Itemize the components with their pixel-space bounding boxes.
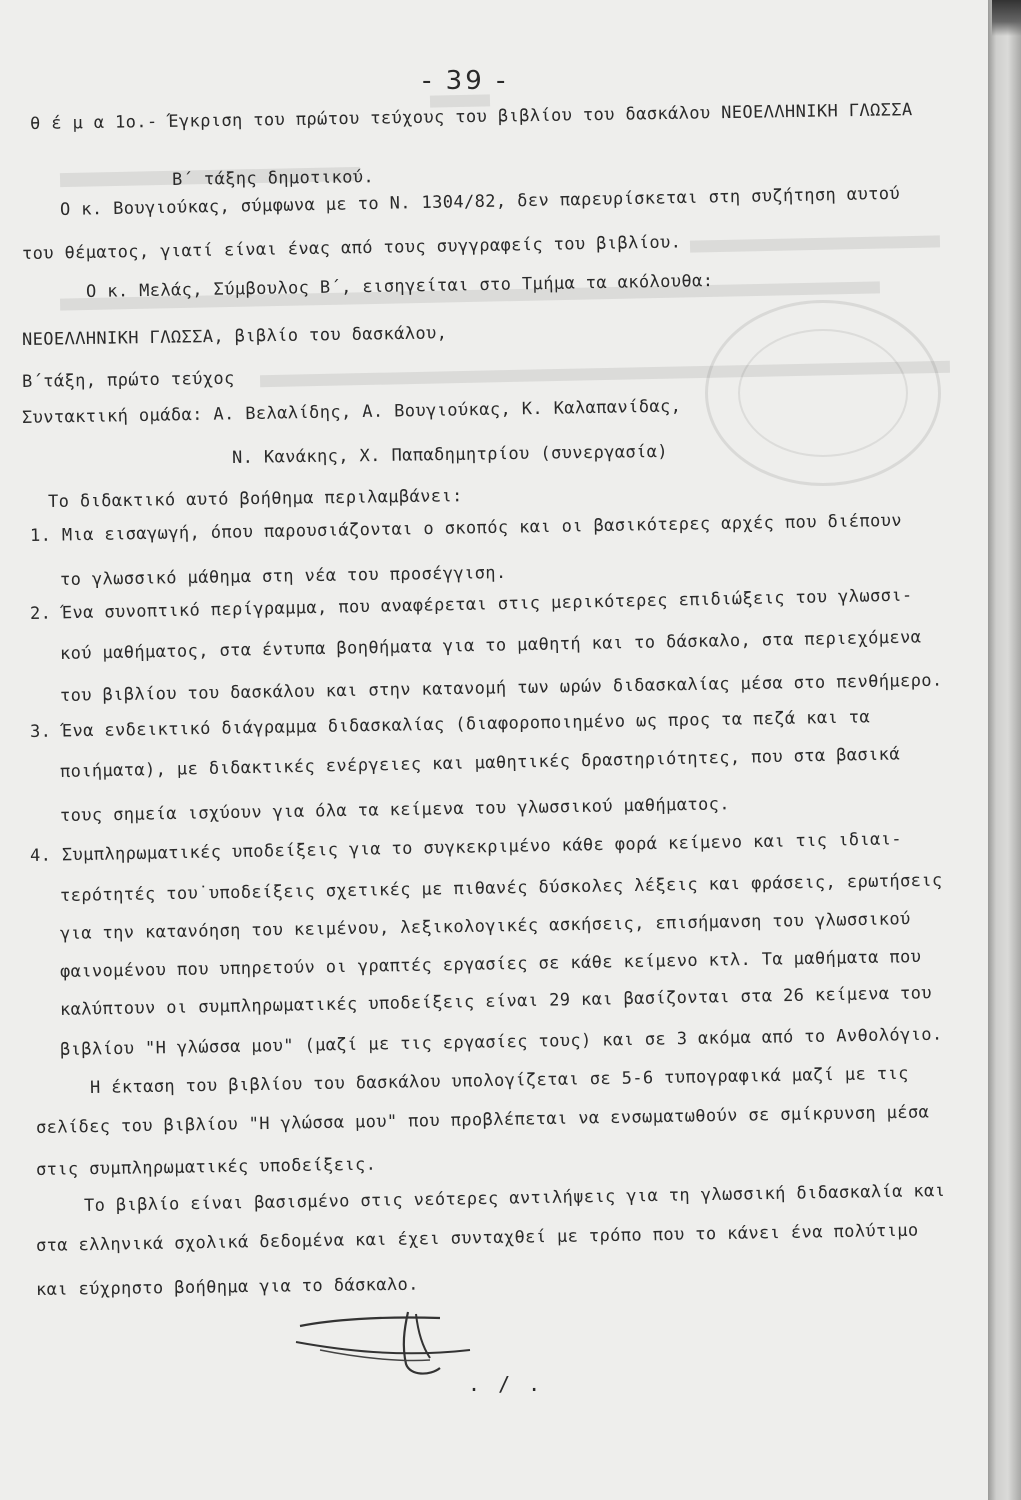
text-line: κού μαθήματος, στα έντυπα βοηθήματα για το μαθητή και το δάσκαλο, στα περιεχόμενα <box>59 627 922 664</box>
text-line: Η έκταση του βιβλίου του δασκάλου υπολογίζεται σε 5-6 τυπογραφικά μαζί με τις <box>89 1063 909 1098</box>
show-through-text <box>430 94 490 107</box>
text-line: καλύπτουν οι συμπληρωματικές υποδείξεις είναι 29 και βασίζονται στα 26 κείμενα του <box>59 983 933 1020</box>
signature <box>290 1306 480 1386</box>
text-line: το γλωσσικό μάθημα στη νέα του προσέγγιση. <box>59 562 507 590</box>
text-line: τερότητές του˙υποδείξεις σχετικές με πιθανές δύσκολες λέξεις και φράσεις, ερωτήσεις <box>59 870 943 906</box>
text-line: στα ελληνικά σχολικά δεδομένα και έχει συνταχθεί με τρόπο που το κάνει ένα πολύτιμο <box>35 1220 919 1256</box>
text-line: Ν. Κανάκης, Χ. Παπαδημητρίου (συνεργασία) <box>231 441 669 468</box>
text-line: Ο κ. Μελάς, Σύμβουλος Β΄, εισηγείται στο Τμήμα τα ακόλουθα: <box>85 271 714 302</box>
text-line: τους σημεία ισχύουν για όλα τα κείμενα του γλωσσικού μαθήματος. <box>59 794 731 826</box>
text-line: φαινομένου που υπηρετούν οι γραπτές εργασίες σε κάθε κείμενο κτλ. Τα μαθήματα που <box>59 946 922 982</box>
list-item-4: 4. Συμπληρωματικές υποδείξεις για το συγκεκριμένο κάθε φορά κείμενο και τις ιδιαι- <box>29 829 903 866</box>
list-item-1: 1. Μια εισαγωγή, όπου παρουσιάζονται ο σκοπός και οι βασικότερες αρχές που διέπουν <box>29 510 903 546</box>
binding-edge <box>988 0 1021 1500</box>
text-line: στις συμπληρωματικές υποδείξεις. <box>35 1154 377 1180</box>
subject-line: θ έ μ α 1ο.- Έγκριση του πρώτου τεύχους του βιβλίου του δασκάλου ΝΕΟΕΛΛΗΝΙΚΗ ΓΛΩΣΣΑ <box>29 100 913 134</box>
text-line: σελίδες του βιβλίου "Η γλώσσα μου" που προβλέπεται να ενσωματωθούν σε σμίκρυνση μέσα <box>35 1102 930 1138</box>
text-line: Β΄τάξη, πρώτο τεύχος <box>21 368 235 392</box>
text-line: ποιήματα), με διδακτικές ενέργειες και μαθητικές δραστηριότητες, που στα βασικά <box>59 744 901 782</box>
list-item-3: 3. Ένα ενδεικτικό διάγραμμα διδασκαλίας (διαφοροποιημένο ως προς τα πεζά και τα <box>29 707 871 742</box>
faint-stamp <box>705 300 941 486</box>
continuation-mark: . / . <box>468 1372 544 1396</box>
list-item-2: 2. Ένα συνοπτικό περίγραμμα, που αναφέρεται στις μερικότερες επιδιώξεις του γλωσσι- <box>29 585 913 624</box>
text-line: για την κατανόηση του κειμένου, λεξικολογικές ασκήσεις, επισήμανση του γλωσσικού <box>59 909 911 944</box>
text-line: Το διδακτικό αυτό βοήθημα περιλαμβάνει: <box>47 486 463 512</box>
text-line: Ο κ. Βουγιούκας, σύμφωνα με το Ν. 1304/82, δεν παρευρίσκεται στη συζήτηση αυτού <box>59 183 901 220</box>
text-line: Β΄ τάξης δημοτικού. <box>171 167 375 190</box>
text-line: Το βιβλίο είναι βασισμένο στις νεότερες αντιλήψεις για τη γλωσσική διδασκαλία και <box>83 1180 946 1216</box>
text-line: ΝΕΟΕΛΛΗΝΙΚΗ ΓΛΩΣΣΑ, βιβλίο του δασκάλου, <box>21 323 448 350</box>
text-line: Συντακτική ομάδα: Α. Βελαλίδης, Α. Βουγιούκας, Κ. Καλαπανίδας, <box>21 396 682 428</box>
text-line: του βιβλίου του δασκάλου και στην κατανομή των ωρών διδασκαλίας μέσα στο πενθήμερο. <box>59 670 943 706</box>
text-line: βιβλίου "Η γλώσσα μου" (μαζί με τις εργασίες τους) και σε 3 ακόμα από το Ανθολόγιο. <box>59 1024 943 1060</box>
text-line: και εύχρηστο βοήθημα για το δάσκαλο. <box>35 1274 419 1300</box>
binding-shadow <box>992 0 1021 36</box>
show-through-text <box>690 235 940 252</box>
text-line: του θέματος, γιατί είναι ένας από τους συγγραφείς του βιβλίου. <box>21 232 682 264</box>
page-number: - 39 - <box>422 66 509 96</box>
